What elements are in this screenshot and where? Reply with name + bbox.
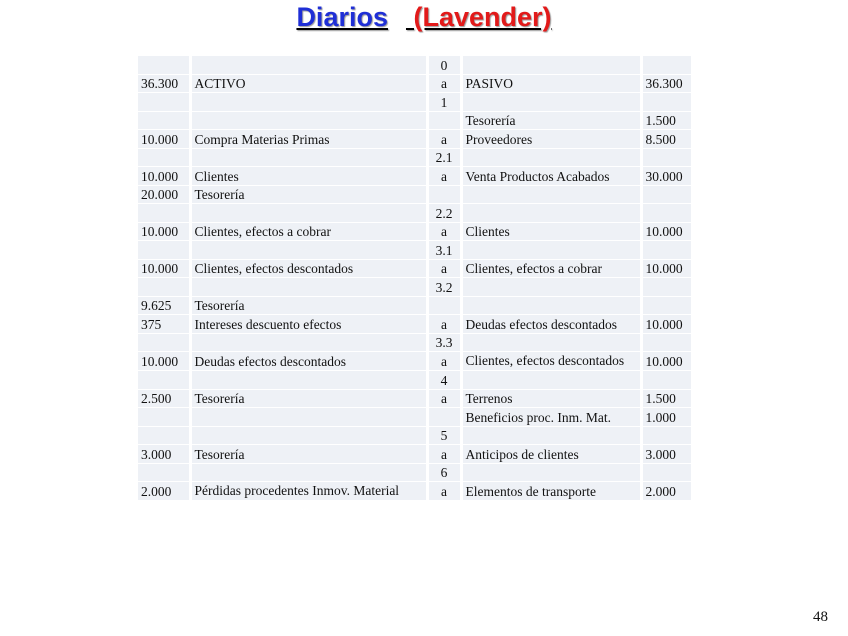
journal-row: [138, 352, 691, 371]
credit-account: [461, 148, 641, 167]
entry-marker: [427, 185, 461, 204]
debit-account: [190, 278, 427, 297]
entry-marker: a: [427, 445, 461, 464]
credit-account: Anticipos de clientes: [461, 445, 641, 464]
debit-amount: [138, 148, 190, 167]
slide-title: [0, 2, 848, 33]
title-lavender: (Lavender): [413, 2, 552, 32]
credit-account: [461, 185, 641, 204]
credit-amount: 1.000: [641, 408, 691, 427]
entry-marker: 6: [427, 463, 461, 482]
debit-account: Clientes: [190, 167, 427, 186]
journal-row: [138, 167, 691, 186]
entry-marker: a: [427, 130, 461, 149]
debit-amount: 2.500: [138, 389, 190, 408]
debit-account: Clientes, efectos descontados: [190, 259, 427, 278]
credit-amount: 8.500: [641, 130, 691, 149]
entry-marker: 3.3: [427, 333, 461, 352]
credit-account: Terrenos: [461, 389, 641, 408]
credit-amount: [641, 463, 691, 482]
debit-amount: 36.300: [138, 74, 190, 93]
journal-row: [138, 185, 691, 204]
journal-row: [138, 204, 691, 223]
journal-row: [138, 371, 691, 390]
credit-account: [461, 241, 641, 260]
credit-amount: 10.000: [641, 259, 691, 278]
journal-body: [138, 56, 691, 501]
credit-amount: [641, 371, 691, 390]
debit-account: Clientes, efectos a cobrar: [190, 222, 427, 241]
credit-amount: 3.000: [641, 445, 691, 464]
credit-account: [461, 296, 641, 315]
debit-account: [190, 408, 427, 427]
credit-account: [461, 426, 641, 445]
page-number: 48: [813, 609, 828, 625]
entry-marker: 3.2: [427, 278, 461, 297]
credit-amount: [641, 278, 691, 297]
credit-account: Elementos de transporte: [461, 482, 641, 501]
credit-account: Clientes, efectos descontados: [461, 352, 641, 371]
journal-row: [138, 241, 691, 260]
entry-marker: a: [427, 315, 461, 334]
credit-account: [461, 204, 641, 223]
debit-amount: [138, 204, 190, 223]
credit-account: [461, 93, 641, 112]
credit-amount: 30.000: [641, 167, 691, 186]
debit-account: [190, 111, 427, 130]
credit-amount: [641, 241, 691, 260]
debit-amount: 375: [138, 315, 190, 334]
credit-amount: 1.500: [641, 389, 691, 408]
entry-marker: a: [427, 167, 461, 186]
journal-row: [138, 315, 691, 334]
credit-amount: 10.000: [641, 222, 691, 241]
debit-amount: [138, 278, 190, 297]
entry-marker: 4: [427, 371, 461, 390]
journal-table: [138, 56, 691, 501]
entry-marker: 3.1: [427, 241, 461, 260]
credit-account: [461, 278, 641, 297]
credit-amount: [641, 426, 691, 445]
debit-account: [190, 241, 427, 260]
debit-account: Tesorería: [190, 389, 427, 408]
debit-amount: 10.000: [138, 130, 190, 149]
debit-account: Deudas efectos descontados: [190, 352, 427, 371]
credit-account: Clientes: [461, 222, 641, 241]
debit-amount: 2.000: [138, 482, 190, 501]
journal-row: [138, 296, 691, 315]
entry-marker: [427, 408, 461, 427]
journal-row: [138, 482, 691, 501]
journal-row: [138, 333, 691, 352]
entry-marker: a: [427, 352, 461, 371]
journal-row: [138, 111, 691, 130]
debit-amount: 9.625: [138, 296, 190, 315]
credit-account: [461, 463, 641, 482]
debit-amount: 10.000: [138, 259, 190, 278]
debit-account: [190, 204, 427, 223]
journal-row: [138, 445, 691, 464]
entry-marker: a: [427, 74, 461, 93]
entry-marker: a: [427, 389, 461, 408]
entry-marker: a: [427, 222, 461, 241]
entry-marker: a: [427, 259, 461, 278]
credit-amount: [641, 56, 691, 74]
debit-amount: [138, 93, 190, 112]
credit-account: Proveedores: [461, 130, 641, 149]
journal-row: [138, 130, 691, 149]
debit-account: Compra Materias Primas: [190, 130, 427, 149]
debit-account: Pérdidas procedentes Inmov. Material: [190, 482, 427, 501]
journal-row: [138, 278, 691, 297]
journal-row: [138, 389, 691, 408]
entry-marker: 2.1: [427, 148, 461, 167]
journal-row: [138, 148, 691, 167]
debit-amount: [138, 56, 190, 74]
credit-amount: [641, 333, 691, 352]
debit-amount: 10.000: [138, 222, 190, 241]
entry-marker: a: [427, 482, 461, 501]
debit-account: [190, 93, 427, 112]
credit-account: Venta Productos Acabados: [461, 167, 641, 186]
credit-account: Tesorería: [461, 111, 641, 130]
debit-amount: [138, 333, 190, 352]
entry-marker: 2.2: [427, 204, 461, 223]
debit-account: Tesorería: [190, 296, 427, 315]
debit-amount: 10.000: [138, 167, 190, 186]
debit-account: Intereses descuento efectos: [190, 315, 427, 334]
debit-amount: [138, 111, 190, 130]
debit-account: [190, 426, 427, 445]
credit-amount: 2.000: [641, 482, 691, 501]
journal-row: [138, 259, 691, 278]
debit-account: [190, 333, 427, 352]
credit-amount: [641, 185, 691, 204]
debit-account: [190, 148, 427, 167]
credit-account: Deudas efectos descontados: [461, 315, 641, 334]
debit-amount: [138, 241, 190, 260]
debit-amount: 10.000: [138, 352, 190, 371]
debit-amount: [138, 463, 190, 482]
debit-amount: 3.000: [138, 445, 190, 464]
entry-marker: 0: [427, 56, 461, 74]
credit-account: Beneficios proc. Inm. Mat.: [461, 408, 641, 427]
credit-amount: 36.300: [641, 74, 691, 93]
credit-amount: 10.000: [641, 315, 691, 334]
debit-account: [190, 56, 427, 74]
entry-marker: 5: [427, 426, 461, 445]
credit-account: Clientes, efectos a cobrar: [461, 259, 641, 278]
debit-account: [190, 463, 427, 482]
entry-marker: 1: [427, 93, 461, 112]
debit-account: Tesorería: [190, 185, 427, 204]
credit-amount: 1.500: [641, 111, 691, 130]
journal-row: [138, 93, 691, 112]
debit-amount: 20.000: [138, 185, 190, 204]
journal-row: [138, 222, 691, 241]
debit-amount: [138, 371, 190, 390]
debit-account: ACTIVO: [190, 74, 427, 93]
journal-row: [138, 463, 691, 482]
credit-account: PASIVO: [461, 74, 641, 93]
credit-account: [461, 56, 641, 74]
entry-marker: [427, 111, 461, 130]
entry-marker: [427, 296, 461, 315]
credit-account: [461, 371, 641, 390]
credit-amount: [641, 93, 691, 112]
credit-amount: [641, 204, 691, 223]
credit-amount: [641, 148, 691, 167]
debit-account: Tesorería: [190, 445, 427, 464]
journal-row: [138, 408, 691, 427]
debit-account: [190, 371, 427, 390]
journal-row: [138, 426, 691, 445]
debit-amount: [138, 426, 190, 445]
journal-row: [138, 56, 691, 74]
debit-amount: [138, 408, 190, 427]
title-diarios: Diarios: [296, 2, 388, 32]
journal-row: [138, 74, 691, 93]
credit-amount: [641, 296, 691, 315]
credit-amount: 10.000: [641, 352, 691, 371]
credit-account: [461, 333, 641, 352]
